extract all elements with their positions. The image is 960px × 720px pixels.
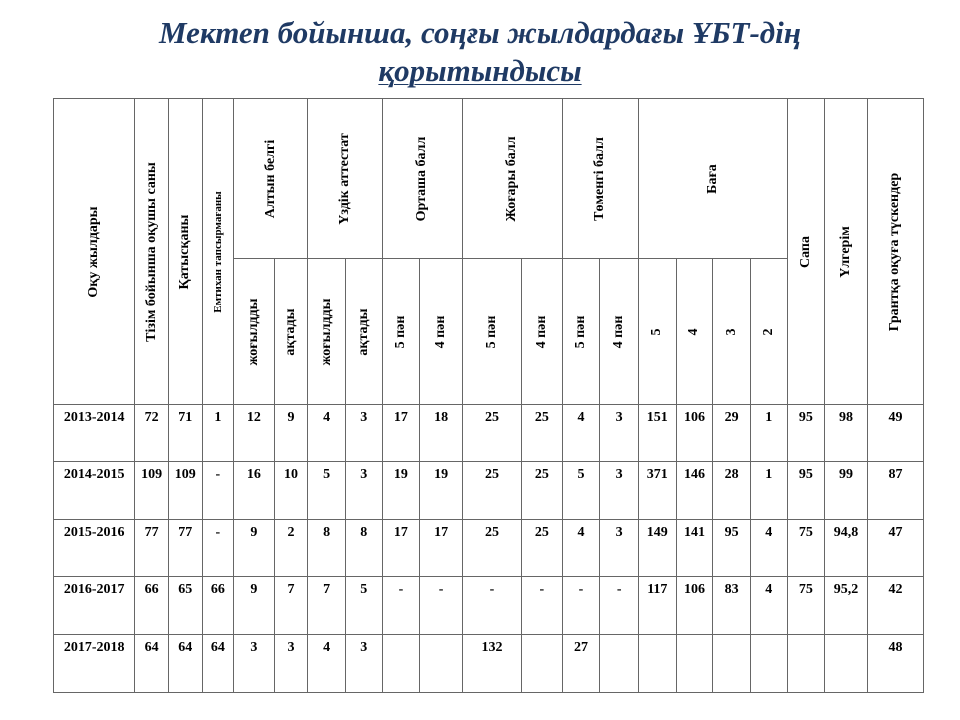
table-cell: 3 bbox=[345, 635, 382, 693]
table-cell: 16 bbox=[234, 462, 275, 520]
table-row bbox=[54, 577, 924, 635]
table-cell: - bbox=[382, 577, 420, 635]
table-cell: 64 bbox=[168, 635, 202, 693]
table-cell: 4 bbox=[562, 405, 600, 462]
table-cell: 151 bbox=[638, 405, 676, 462]
table-cell: 94,8 bbox=[825, 520, 868, 577]
table-cell: 42 bbox=[867, 577, 923, 635]
table-cell: 1 bbox=[750, 405, 787, 462]
table-cell: 3 bbox=[345, 405, 382, 462]
table-cell: - bbox=[420, 577, 463, 635]
table-cell: 109 bbox=[168, 462, 202, 520]
table-cell bbox=[825, 635, 868, 693]
table-cell: 25 bbox=[462, 405, 521, 462]
table-cell: 47 bbox=[867, 520, 923, 577]
table-cell: 1 bbox=[750, 462, 787, 520]
table-cell: 17 bbox=[382, 405, 420, 462]
results-table bbox=[53, 98, 924, 693]
table-row bbox=[54, 635, 924, 693]
table-cell: 109 bbox=[135, 462, 169, 520]
table-row bbox=[54, 520, 924, 577]
table-cell: 95 bbox=[787, 462, 825, 520]
table-cell: 10 bbox=[274, 462, 308, 520]
table-cell bbox=[787, 635, 825, 693]
sub-zhogary-4pan: 4 пән bbox=[522, 259, 563, 405]
table-cell: 64 bbox=[135, 635, 169, 693]
header-not-participated: Емтихан тапсырмағаны bbox=[202, 99, 234, 405]
table-cell: 19 bbox=[420, 462, 463, 520]
table-cell: 65 bbox=[168, 577, 202, 635]
table-cell: 77 bbox=[168, 520, 202, 577]
table-cell: 132 bbox=[462, 635, 521, 693]
header-participated: Қатысқаны bbox=[168, 99, 202, 405]
table-cell: 8 bbox=[308, 520, 346, 577]
header-baga: Баға bbox=[638, 99, 787, 259]
table-cell bbox=[522, 635, 563, 693]
sub-baga-3: 3 bbox=[713, 259, 751, 405]
table-cell: 28 bbox=[713, 462, 751, 520]
table-cell: 25 bbox=[522, 405, 563, 462]
table-cell: 4 bbox=[562, 520, 600, 577]
year-cell: 2014-2015 bbox=[54, 462, 135, 520]
sub-uzdik-aktady: ақтады bbox=[345, 259, 382, 405]
table-cell bbox=[420, 635, 463, 693]
table-cell: 1 bbox=[202, 405, 234, 462]
table-cell: 371 bbox=[638, 462, 676, 520]
header-row-1 bbox=[54, 99, 924, 259]
table-cell: 4 bbox=[750, 577, 787, 635]
table-row bbox=[54, 462, 924, 520]
header-tomengi: Төменгі балл bbox=[562, 99, 638, 259]
table-cell: 9 bbox=[234, 577, 275, 635]
header-altyn: Алтын белгі bbox=[234, 99, 308, 259]
table-cell: 7 bbox=[274, 577, 308, 635]
table-body bbox=[54, 405, 924, 693]
header-ulgerim: Үлгерім bbox=[825, 99, 868, 405]
sub-baga-4: 4 bbox=[676, 259, 713, 405]
table-cell: 146 bbox=[676, 462, 713, 520]
table-cell bbox=[638, 635, 676, 693]
table-cell: 17 bbox=[382, 520, 420, 577]
table-cell: 9 bbox=[234, 520, 275, 577]
table-cell: 7 bbox=[308, 577, 346, 635]
table-cell: 64 bbox=[202, 635, 234, 693]
sub-zhogary-5pan: 5 пән bbox=[462, 259, 521, 405]
table-cell: - bbox=[202, 462, 234, 520]
table-cell: 98 bbox=[825, 405, 868, 462]
table-cell: 95 bbox=[713, 520, 751, 577]
table-cell: 106 bbox=[676, 577, 713, 635]
table-cell: - bbox=[600, 577, 639, 635]
sub-altyn-aktady: ақтады bbox=[274, 259, 308, 405]
year-cell: 2017-2018 bbox=[54, 635, 135, 693]
table-cell: 25 bbox=[462, 462, 521, 520]
table-cell: 29 bbox=[713, 405, 751, 462]
table-cell bbox=[676, 635, 713, 693]
title-line-2: қорытындысы bbox=[378, 53, 582, 88]
table-cell: 5 bbox=[308, 462, 346, 520]
year-cell: 2016-2017 bbox=[54, 577, 135, 635]
table-cell: 27 bbox=[562, 635, 600, 693]
header-grant: Грантқа оқуға түскендер bbox=[867, 99, 923, 405]
table-cell: 25 bbox=[522, 462, 563, 520]
table-cell: 117 bbox=[638, 577, 676, 635]
header-uzdik: Үздік аттестат bbox=[308, 99, 382, 259]
table-cell bbox=[713, 635, 751, 693]
table-cell: 4 bbox=[750, 520, 787, 577]
table-cell: 4 bbox=[308, 405, 346, 462]
table-cell: 149 bbox=[638, 520, 676, 577]
year-cell: 2015-2016 bbox=[54, 520, 135, 577]
sub-tomengi-5pan: 5 пән bbox=[562, 259, 600, 405]
table-cell: 25 bbox=[522, 520, 563, 577]
table-cell: 99 bbox=[825, 462, 868, 520]
table-cell: 95,2 bbox=[825, 577, 868, 635]
table-cell: 3 bbox=[234, 635, 275, 693]
slide-title bbox=[0, 14, 960, 90]
table-cell: 3 bbox=[600, 462, 639, 520]
table-cell: - bbox=[562, 577, 600, 635]
table-cell: 3 bbox=[600, 405, 639, 462]
table-cell: 48 bbox=[867, 635, 923, 693]
table-cell: - bbox=[202, 520, 234, 577]
table-cell: 66 bbox=[135, 577, 169, 635]
sub-ortasha-5pan: 5 пән bbox=[382, 259, 420, 405]
header-sapa: Сапа bbox=[787, 99, 825, 405]
table-cell: 83 bbox=[713, 577, 751, 635]
header-total: Тізім бойынша оқушы саны bbox=[135, 99, 169, 405]
header-zhogary: Жоғары балл bbox=[462, 99, 562, 259]
table-cell: 77 bbox=[135, 520, 169, 577]
table-cell: 3 bbox=[600, 520, 639, 577]
table-cell: 18 bbox=[420, 405, 463, 462]
table-cell: 19 bbox=[382, 462, 420, 520]
table-cell bbox=[600, 635, 639, 693]
header-years: Оқу жылдары bbox=[54, 99, 135, 405]
table-cell: 17 bbox=[420, 520, 463, 577]
table-cell: - bbox=[462, 577, 521, 635]
sub-baga-2: 2 bbox=[750, 259, 787, 405]
table-cell: 5 bbox=[562, 462, 600, 520]
header-ortasha: Орташа балл bbox=[382, 99, 462, 259]
sub-tomengi-4pan: 4 пән bbox=[600, 259, 639, 405]
table-cell: 3 bbox=[345, 462, 382, 520]
table-cell: 71 bbox=[168, 405, 202, 462]
sub-uzdik-zhogyldy: жоғылдды bbox=[308, 259, 346, 405]
table-cell: 75 bbox=[787, 520, 825, 577]
sub-baga-5: 5 bbox=[638, 259, 676, 405]
table-cell bbox=[750, 635, 787, 693]
table-cell: 25 bbox=[462, 520, 521, 577]
table-cell: 75 bbox=[787, 577, 825, 635]
table-cell bbox=[382, 635, 420, 693]
table-cell: 66 bbox=[202, 577, 234, 635]
sub-ortasha-4pan: 4 пән bbox=[420, 259, 463, 405]
table-cell: 5 bbox=[345, 577, 382, 635]
table-cell: 72 bbox=[135, 405, 169, 462]
sub-altyn-zhogyldy: жоғылдды bbox=[234, 259, 275, 405]
table-cell: 8 bbox=[345, 520, 382, 577]
table-cell: 95 bbox=[787, 405, 825, 462]
table-cell: 12 bbox=[234, 405, 275, 462]
year-cell: 2013-2014 bbox=[54, 405, 135, 462]
table-cell: 106 bbox=[676, 405, 713, 462]
table-cell: 9 bbox=[274, 405, 308, 462]
table-cell: 2 bbox=[274, 520, 308, 577]
table-cell: - bbox=[522, 577, 563, 635]
table-cell: 4 bbox=[308, 635, 346, 693]
table-row bbox=[54, 405, 924, 462]
table-cell: 141 bbox=[676, 520, 713, 577]
table-cell: 49 bbox=[867, 405, 923, 462]
table-cell: 3 bbox=[274, 635, 308, 693]
table-cell: 87 bbox=[867, 462, 923, 520]
title-line-1: Мектеп бойынша, соңғы жылдардағы ҰБТ-дің bbox=[159, 15, 801, 50]
